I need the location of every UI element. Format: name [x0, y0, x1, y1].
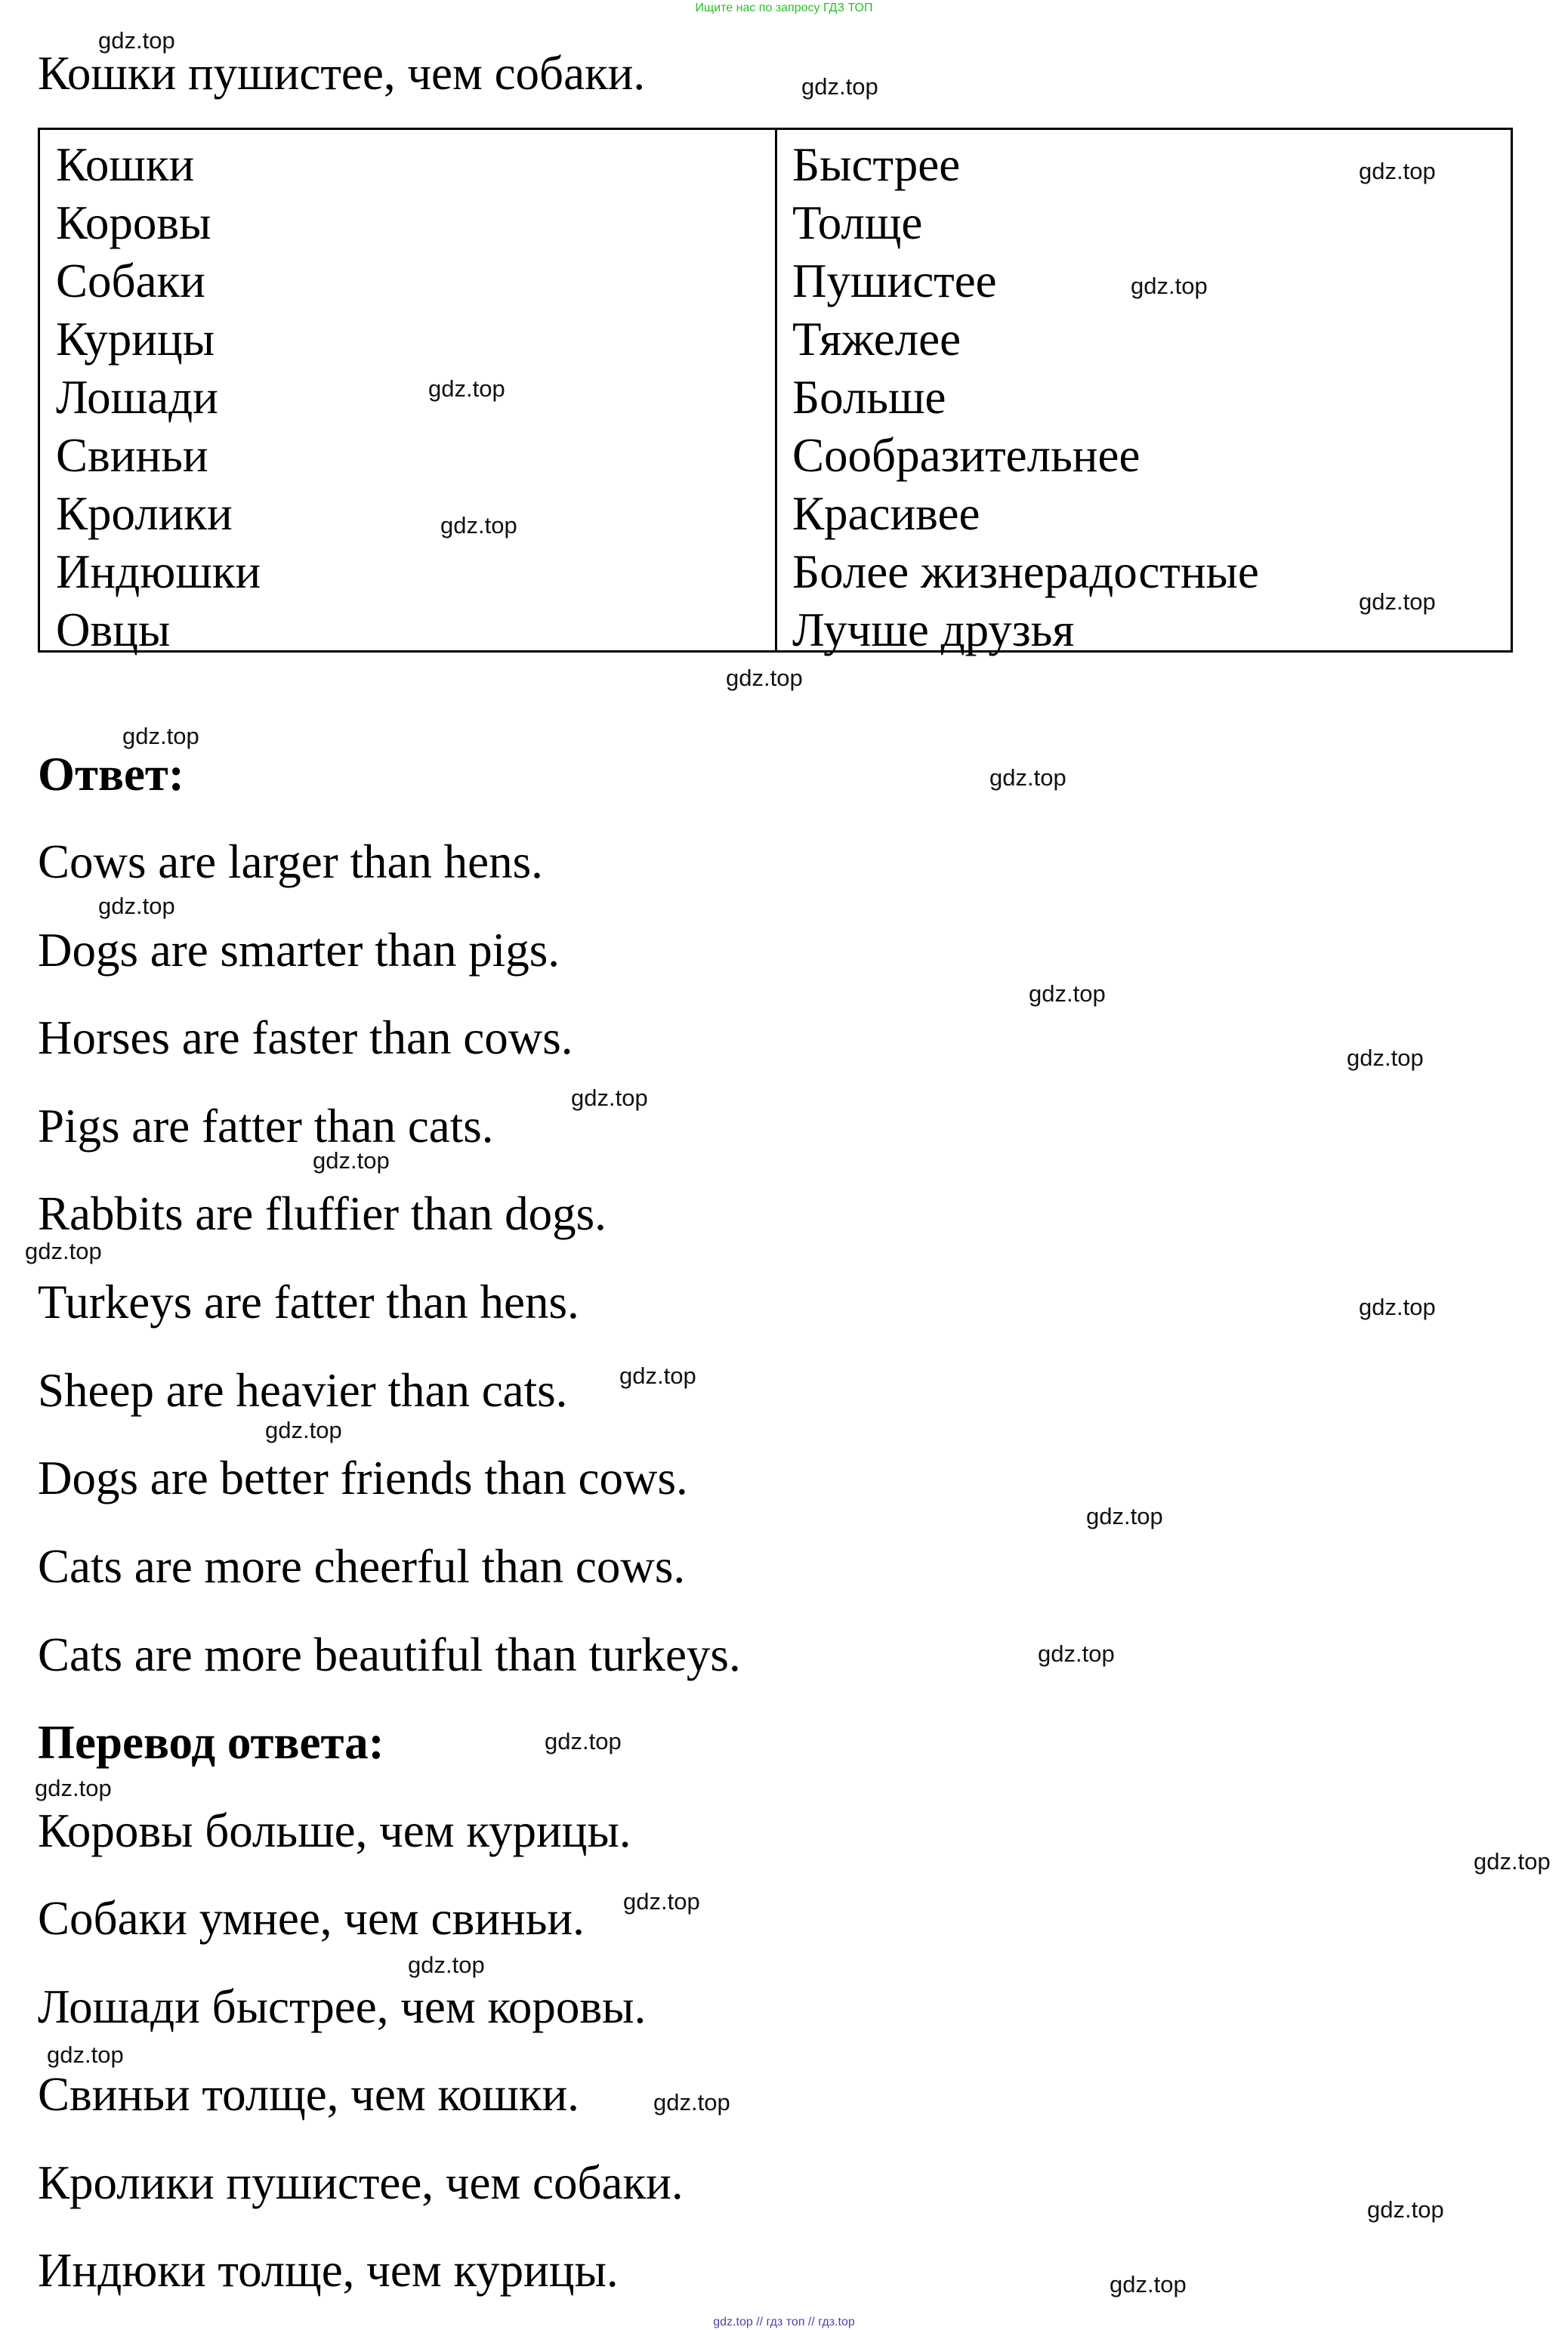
watermark: gdz.top	[1086, 1503, 1163, 1529]
translation-line: Свиньи толще, чем кошки.	[38, 2068, 579, 2121]
watermark: gdz.top	[1347, 1045, 1424, 1071]
table-cell: Толще	[792, 196, 923, 249]
table-cell: Индюшки	[56, 545, 261, 598]
table-cell: Кролики	[56, 487, 233, 540]
watermark: gdz.top	[989, 764, 1066, 791]
watermark: gdz.top	[801, 73, 878, 100]
intro-sentence: Кошки пушистее, чем собаки.	[38, 47, 646, 100]
watermark: gdz.top	[47, 2041, 124, 2068]
watermark: gdz.top	[1038, 1640, 1115, 1667]
table-cell: Пушистее	[792, 255, 997, 307]
answer-line: Sheep are heavier than cats.	[38, 1364, 568, 1417]
translation-line: Собаки умнее, чем свиньи.	[38, 1892, 585, 1945]
translation-line: Лошади быстрее, чем коровы.	[38, 1980, 647, 2033]
watermark: gdz.top	[619, 1363, 696, 1389]
watermark: gdz.top	[265, 1417, 342, 1443]
answer-line: Horses are faster than cows.	[38, 1011, 573, 1064]
translation-line: Кролики пушистее, чем собаки.	[38, 2156, 684, 2209]
word-table	[38, 128, 1513, 656]
table-cell: Кошки	[56, 138, 195, 191]
watermark: gdz.top	[428, 375, 505, 402]
table-cell: Овцы	[56, 603, 171, 656]
watermark: gdz.top	[1110, 2271, 1187, 2298]
watermark: gdz.top	[653, 2089, 730, 2116]
table-divider	[775, 130, 777, 650]
watermark: gdz.top	[25, 1238, 102, 1264]
answer-line: Dogs are smarter than pigs.	[38, 924, 560, 977]
watermark: gdz.top	[1131, 273, 1208, 299]
translation-heading: Перевод ответа:	[38, 1716, 384, 1769]
watermark: gdz.top	[1359, 1294, 1436, 1320]
table-right-column	[792, 136, 1259, 659]
table-cell: Тяжелее	[792, 313, 961, 366]
watermark: gdz.top	[1359, 588, 1436, 615]
watermark: gdz.top	[1359, 158, 1436, 184]
table-cell: Свиньи	[56, 429, 208, 482]
answer-line: Rabbits are fluffier than dogs.	[38, 1187, 607, 1240]
answer-line: Cats are more beautiful than turkeys.	[38, 1628, 741, 1681]
table-cell: Курицы	[56, 313, 215, 366]
translation-line: Индюки толще, чем курицы.	[38, 2244, 619, 2297]
watermark: gdz.top	[623, 1888, 700, 1915]
table-cell: Красивее	[792, 487, 980, 540]
table-cell: Больше	[792, 371, 946, 424]
watermark: gdz.top	[35, 1775, 112, 1801]
watermark: gdz.top	[98, 27, 175, 54]
answer-line: Cows are larger than hens.	[38, 835, 543, 888]
watermark: gdz.top	[571, 1085, 648, 1111]
translation-line: Коровы больше, чем курицы.	[38, 1804, 631, 1857]
top-note: Ищите нас по запросу ГДЗ ТОП	[695, 2, 873, 14]
watermark: gdz.top	[545, 1728, 622, 1754]
table-cell: Быстрее	[792, 138, 961, 191]
watermark: gdz.top	[440, 512, 517, 539]
answer-line: Turkeys are fatter than hens.	[38, 1276, 579, 1329]
answer-heading: Ответ:	[38, 748, 184, 801]
table-cell: Собаки	[56, 255, 205, 307]
watermark: gdz.top	[98, 893, 175, 919]
table-cell: Лошади	[56, 371, 218, 424]
watermark: gdz.top	[1474, 1848, 1551, 1875]
watermark: gdz.top	[408, 1952, 485, 1978]
watermark: gdz.top	[313, 1147, 390, 1174]
table-cell: Более жизнерадостные	[792, 545, 1259, 598]
answer-line: Cats are more cheerful than cows.	[38, 1540, 686, 1593]
answer-line: Dogs are better friends than cows.	[38, 1452, 688, 1504]
answer-line: Pigs are fatter than cats.	[38, 1100, 494, 1153]
table-cell: Сообразительнее	[792, 429, 1141, 482]
footer-note: gdz.top // гдз топ // гдз.top	[713, 2316, 855, 2328]
table-cell: Лучше друзья	[792, 603, 1075, 656]
watermark: gdz.top	[726, 665, 803, 691]
table-left-column	[56, 136, 261, 659]
watermark: gdz.top	[1029, 980, 1106, 1007]
watermark: gdz.top	[1367, 2196, 1444, 2223]
table-cell: Коровы	[56, 196, 211, 249]
watermark: gdz.top	[122, 723, 199, 749]
